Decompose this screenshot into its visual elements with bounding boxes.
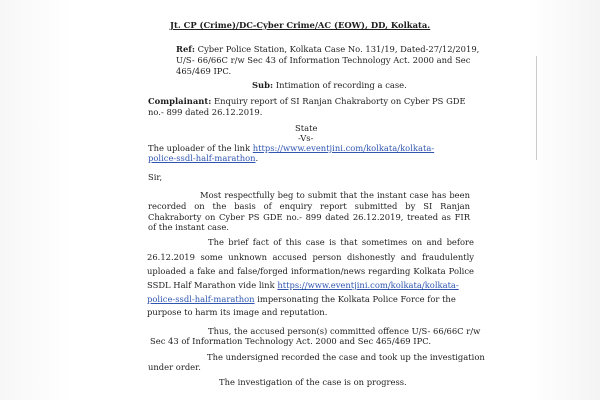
- para1-line-3: Chakraborty on Cyber PS GDE no.- 899 dated 26.12.2019, treated as FIR: [148, 212, 470, 222]
- para2-line-4: [147, 280, 459, 291]
- para2-link-prefix: SSDL Half Marathon vide link: [147, 280, 275, 290]
- salutation: Sir,: [148, 172, 163, 182]
- ref-line-3: 465/469 IPC.: [176, 66, 232, 76]
- accused-link-part-2[interactable]: police-ssdl-half-marathon: [148, 153, 256, 163]
- para2-link-part-1[interactable]: https://www.eventjini.com/kolkata/kolkata-: [277, 280, 459, 290]
- versus-label: -Vs-: [298, 133, 314, 143]
- para1-line-1: Most respectfully beg to submit that the instant case has been: [200, 190, 470, 200]
- para1-line-4: of the instant case.: [148, 222, 229, 232]
- para2-line-5: [147, 294, 456, 305]
- para5-line: The investigation of the case is on progress.: [219, 377, 407, 387]
- para4-line-2: under order.: [148, 362, 201, 372]
- page-edge-shadow: [536, 56, 537, 160]
- accused-link-part-1[interactable]: https://www.eventjini.com/kolkata/kolkata-: [252, 143, 435, 153]
- ref-text-1: Cyber Police Station, Kolkata Case No. 131/19, Dated-27/12/2019,: [197, 44, 480, 54]
- para2-line-3: uploaded a fake and false/forged information/news regarding Kolkata Police: [147, 266, 474, 276]
- complainant-text-1: Enquiry report of SI Ranjan Chakraborty on Cyber PS GDE: [214, 96, 466, 106]
- para2-link-part-2[interactable]: police-ssdl-half-marathon: [147, 294, 255, 304]
- subject-line: [252, 80, 407, 91]
- document-heading: Jt. CP (Crime)/DC-Cyber Crime/AC (EOW), DD, Kolkata.: [170, 20, 431, 30]
- para1-line-2: recorded on the basis of enquiry report submitted by SI Ranjan: [148, 201, 470, 211]
- accused-suffix: .: [255, 153, 259, 163]
- accused-prefix: The uploader of the link: [148, 143, 251, 153]
- party-state: State: [295, 123, 318, 133]
- para3-line-2: Sec 43 of Information Technology Act. 2000 and Sec 465/469 IPC.: [150, 336, 432, 346]
- ref-line-1: [176, 44, 479, 55]
- subject-text: Intimation of recording a case.: [275, 80, 407, 90]
- subject-label: Sub:: [252, 80, 274, 90]
- para2-link-suffix: impersonating the Kolkata Police Force for the: [257, 294, 456, 304]
- para4-line-1: The undersigned recorded the case and took up the investigation: [207, 352, 485, 362]
- complainant-line-2: no.- 899 dated 26.12.2019.: [148, 107, 263, 117]
- para2-line-6: purpose to harm its image and reputation.: [147, 307, 328, 317]
- accused-line-2: [148, 153, 258, 164]
- ref-label: Ref:: [176, 44, 195, 54]
- accused-line-1: [148, 143, 434, 154]
- para2-line-1: The brief fact of this case is that sometimes on and before: [208, 237, 474, 247]
- para3-line-1: Thus, the accused person(s) committed offence U/S- 66/66C r/w: [208, 326, 481, 336]
- para2-line-2: 26.12.2019 some unknown accused person dishonestly and fraudulently: [147, 252, 474, 262]
- complainant-line-1: [148, 96, 466, 107]
- ref-line-2: U/S- 66/66C r/w Sec 43 of Information Technology Act. 2000 and Sec: [176, 55, 471, 65]
- complainant-label: Complainant:: [148, 96, 212, 106]
